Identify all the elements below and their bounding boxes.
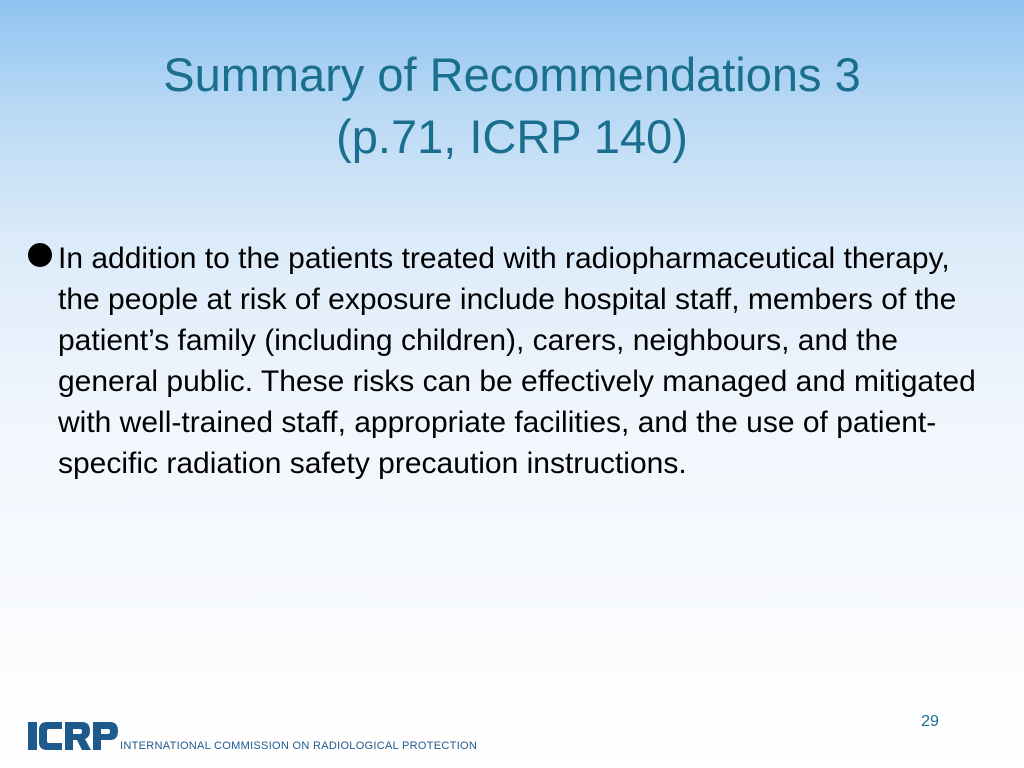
bullet-text: In addition to the patients treated with radiopharmaceutical therapy, the people at risk of exposure include hospital staff, members of the patient’s family (including children), carers, neighbours, and the general public. These risks can be effectively managed and mitigated with well-trained staff, appropriate facilities, and the use of patient-specific radiation safety precaution instructions. <box>58 242 976 480</box>
slide-title-line-2: (p.71, ICRP 140) <box>336 110 688 163</box>
icrp-logo <box>28 720 120 752</box>
bullet-list <box>28 238 988 484</box>
slide-title-line-1: Summary of Recommendations 3 <box>163 48 861 101</box>
bullet-icon <box>28 243 52 267</box>
page-number: 29 <box>921 713 939 730</box>
organization-name: INTERNATIONAL COMMISSION ON RADIOLOGICAL PROTECTION <box>120 740 478 752</box>
slide-title <box>60 44 964 168</box>
